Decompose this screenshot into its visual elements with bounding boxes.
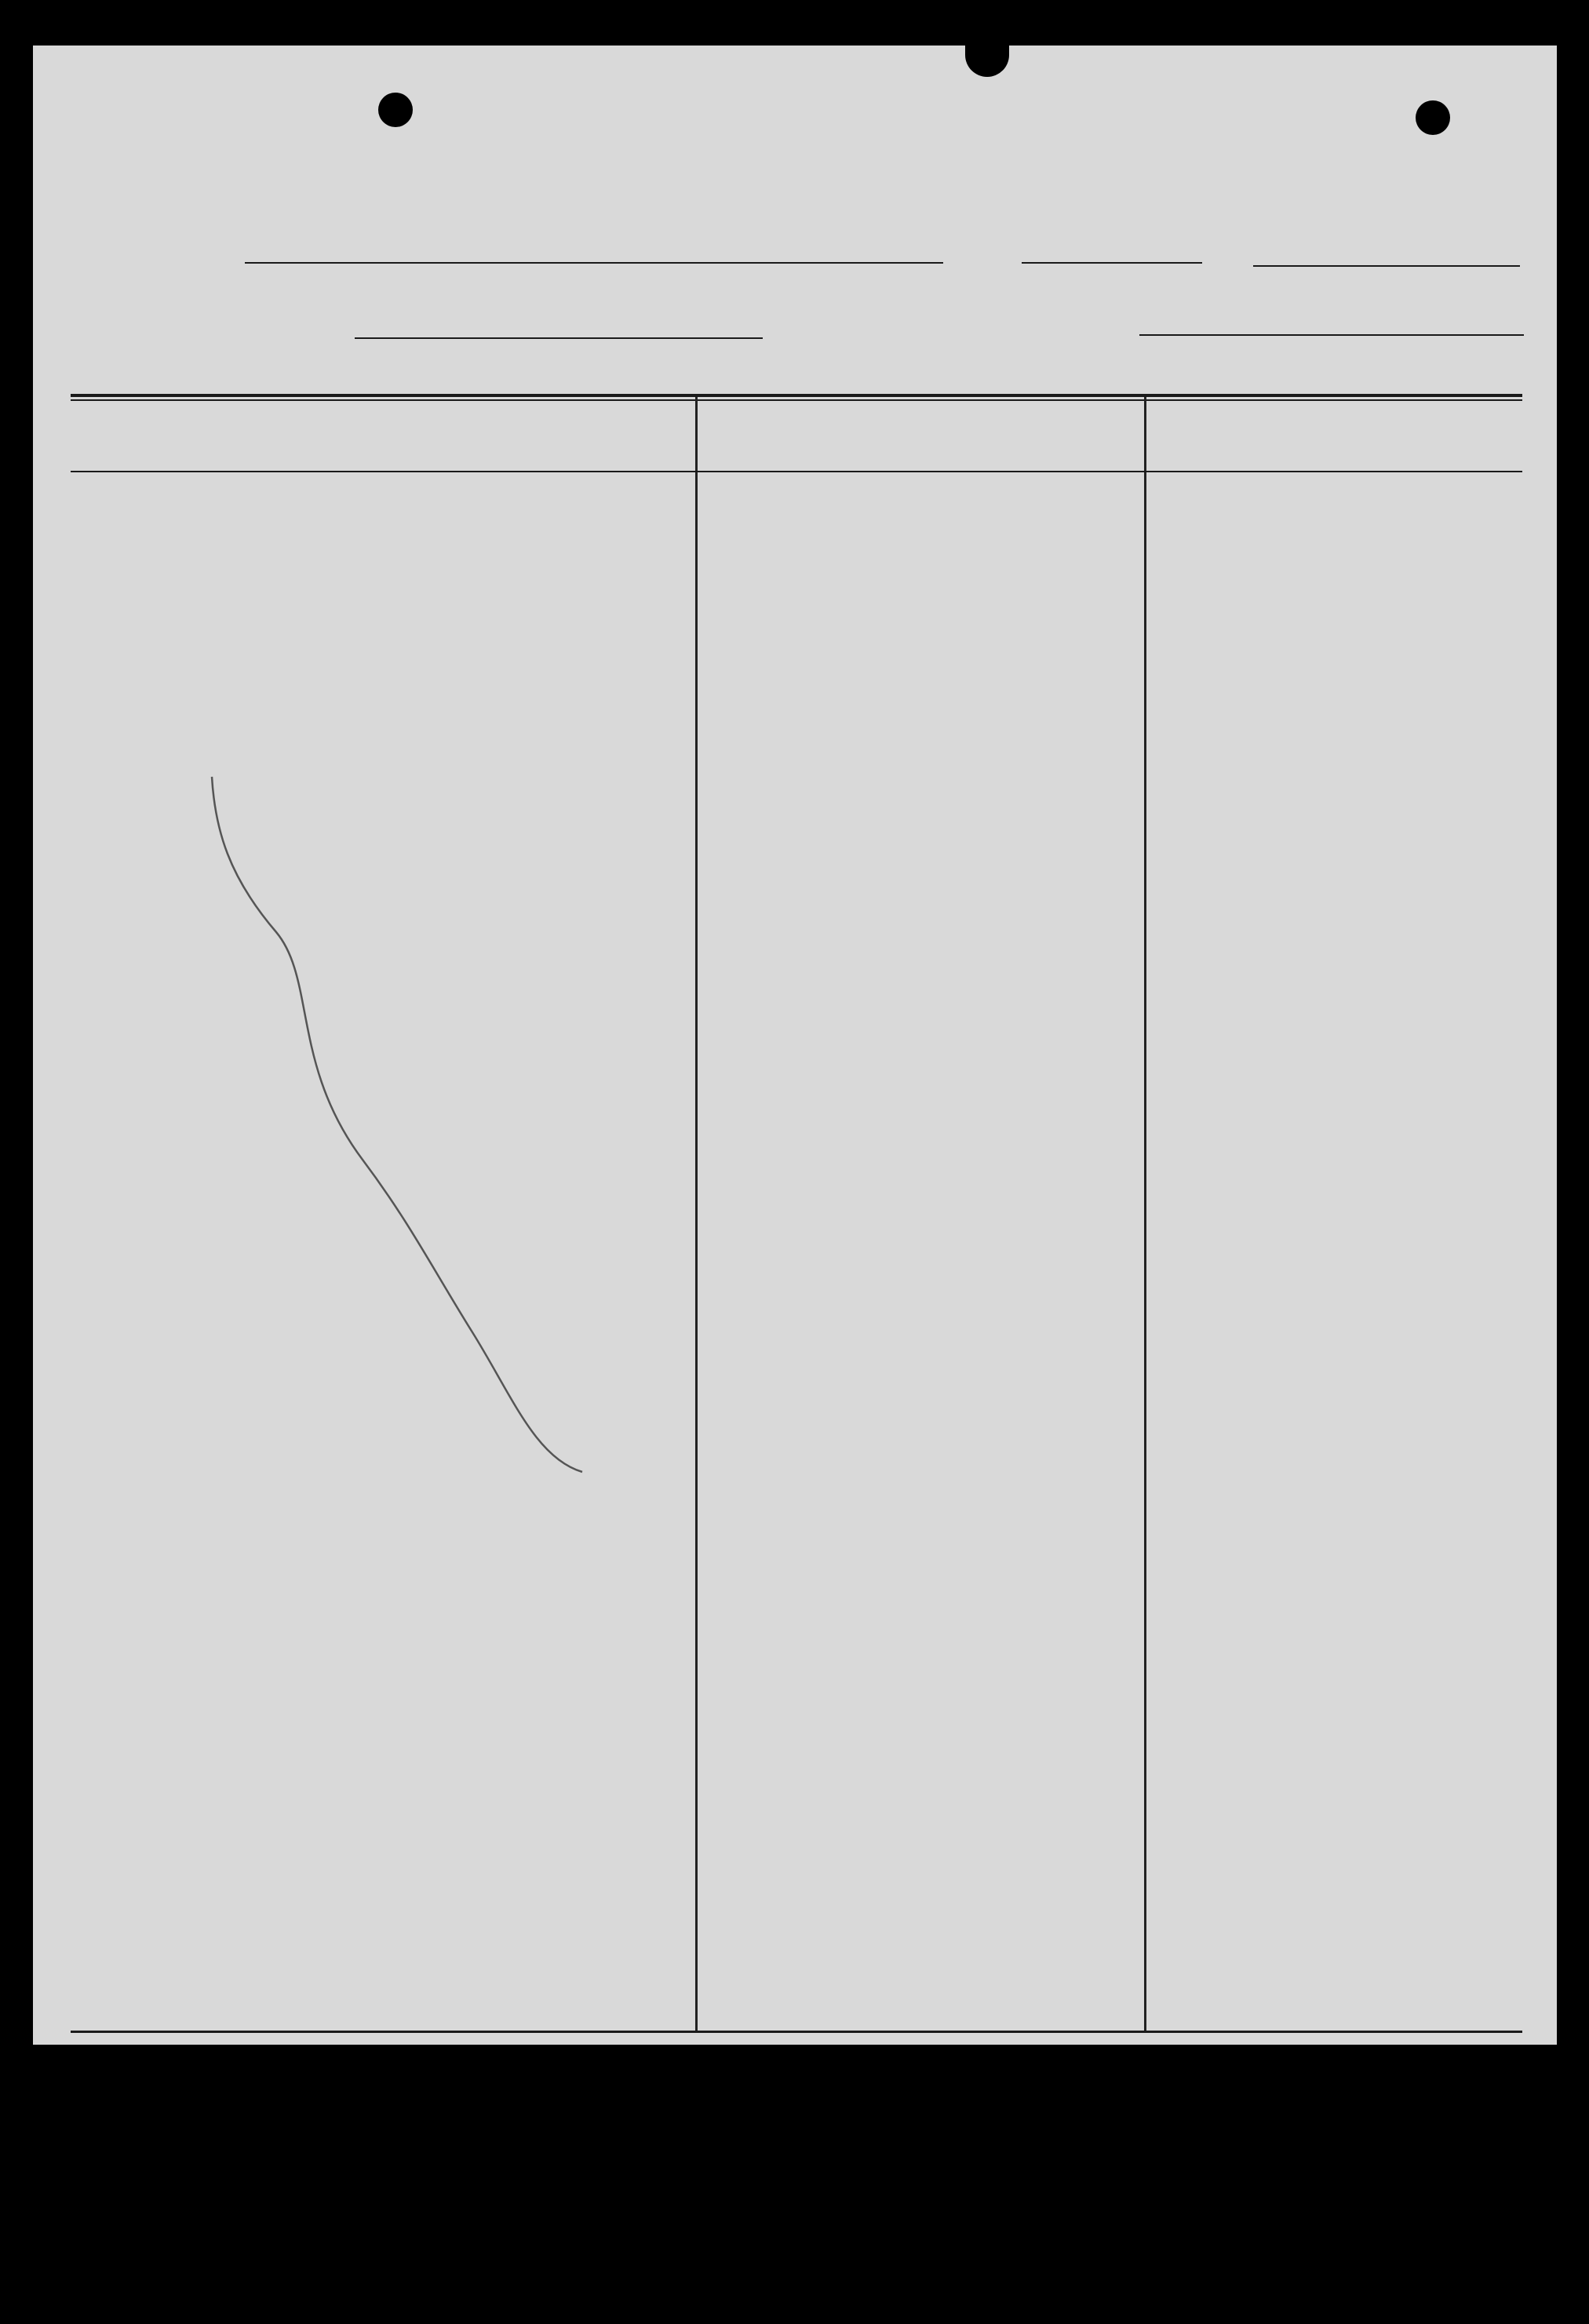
manifest-page xyxy=(33,46,1557,2045)
hand-strokes xyxy=(33,46,1557,2045)
void-squiggle xyxy=(212,777,582,1472)
